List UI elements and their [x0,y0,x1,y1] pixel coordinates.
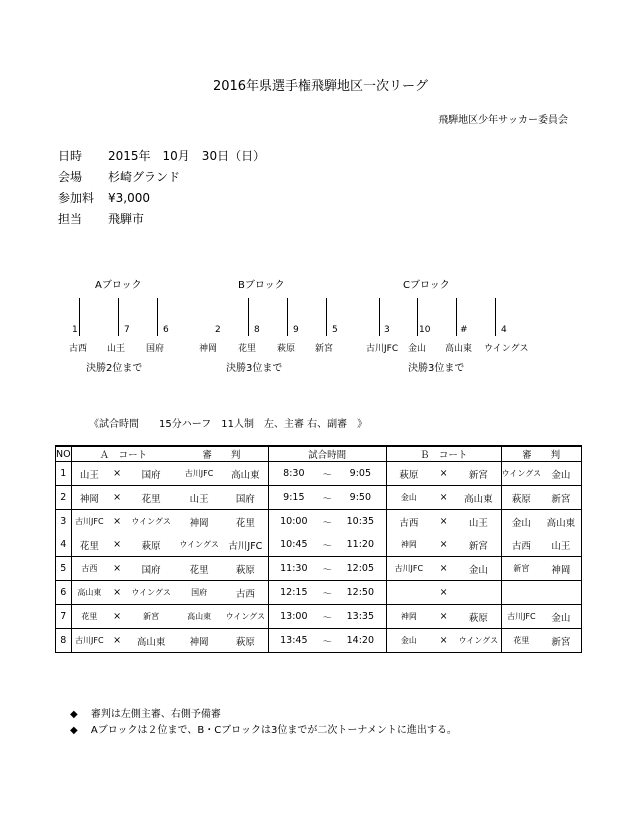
header-a-referee: 審 判 [175,446,268,462]
header-a-court: Ａ コート [71,446,175,462]
a-team-1: 神岡 [71,486,107,510]
b-referee-2: 高山東 [541,510,581,534]
vs-mark: × [431,486,456,510]
a-team-2: 萩原 [141,540,161,552]
block-note: 決勝3位まで [226,363,283,374]
vs-mark: × [107,462,127,486]
time-tilde: ～ [319,486,335,510]
b-team-2: 高山東 [456,486,501,510]
b-referee-1: 萩原 [501,486,541,510]
block-number: 8 [254,325,260,335]
time-start: 13:45 [268,629,319,653]
info-key: 参加料 [58,191,95,205]
b-team-1 [386,581,431,605]
a-referee-2: 萩原 [223,629,268,653]
info-host [58,210,144,227]
note-item [70,705,221,720]
block-line [417,298,418,336]
block-line [287,298,288,336]
table-row [56,533,582,557]
time-start: 12:15 [268,581,319,605]
info-fee [58,189,150,206]
info-date [58,147,265,164]
b-team-1: 古川JFC [386,557,431,581]
info-venue [58,168,180,185]
header-time: 試合時間 [268,446,386,462]
block-number: 3 [384,325,390,335]
b-team-1: 神岡 [400,540,417,549]
a-team-1: 古川JFC [71,629,107,653]
info-key: 会場 [58,170,83,184]
info-value: 2015年 10月 30日（日） [108,149,266,163]
block-number: 10 [419,325,431,335]
b-referee-1: 古西 [511,540,531,552]
b-team-2: 新宮 [456,533,501,557]
time-end: 10:35 [335,510,386,534]
table-row [56,462,582,486]
table-row [56,557,582,581]
block-number: # [460,325,468,335]
note-item [70,721,457,736]
b-referee-2: 山王 [541,533,581,557]
vs-mark: × [431,629,456,653]
time-end: 14:20 [335,629,386,653]
row-no: 3 [56,510,72,534]
time-start: 10:45 [280,539,308,550]
a-referee-2: 萩原 [223,557,268,581]
block-b-label: Bブロック [238,280,285,291]
vs-mark: × [107,557,127,581]
a-team-1: 古西 [71,557,107,581]
b-team-1: 神岡 [386,605,431,629]
a-team-1: 高山東 [71,581,107,605]
vs-mark: × [431,462,456,486]
a-referee-2: 国府 [223,486,268,510]
a-referee-2: 高山東 [223,462,268,486]
a-referee-1: 国府 [175,581,223,605]
header-b-referee: 審 判 [501,446,581,462]
time-tilde: ～ [319,605,335,629]
bullet-icon: ◆ [70,709,78,720]
a-team-2: 国府 [127,462,175,486]
b-referee-2 [541,581,581,605]
a-team-1: 古川JFC [71,510,107,534]
block-line [379,298,380,336]
a-referee-2: ウイングス [223,605,268,629]
time-tilde: ～ [319,581,335,605]
a-team-2: ウイングス [127,510,175,534]
table-row [56,486,582,510]
note-text: 審判は左側主審、右側予備審 [90,709,221,720]
block-note: 決勝2位まで [86,363,143,374]
b-referee-1: 古川JFC [501,605,541,629]
time-end: 13:35 [335,605,386,629]
row-no: 5 [56,557,72,581]
time-end: 9:50 [335,486,386,510]
b-referee-2: 新宮 [541,629,581,653]
row-no: 2 [56,486,72,510]
a-referee-1: 神岡 [175,629,223,653]
block-line [248,298,249,336]
a-team-2: 新宮 [127,605,175,629]
block-team: ウイングス [484,344,529,354]
block-number: 9 [293,325,299,335]
row-no: 4 [56,533,72,557]
vs-mark: × [431,557,456,581]
a-team-2: ウイングス [127,581,175,605]
info-key: 担当 [58,212,83,226]
block-number: 7 [124,325,130,335]
block-team: 古川JFC [366,344,399,354]
row-no: 1 [56,462,72,486]
a-referee-1: 高山東 [175,605,223,629]
b-referee-2: 金山 [541,605,581,629]
b-team-1: 萩原 [386,462,431,486]
block-line [79,298,80,336]
block-a-label: Aブロック [95,280,142,291]
header-no: NO [56,446,72,462]
info-value: 杉崎グランド [108,170,181,184]
vs-mark: × [431,605,456,629]
vs-mark: × [107,605,127,629]
block-line [495,298,496,336]
b-referee-1 [501,581,541,605]
block-number: 5 [332,325,338,335]
block-number: 1 [72,325,78,335]
note-text: Aブロックは２位まで、B・Cブロックは3位までが二次トーナメントに進出する。 [90,725,457,736]
b-referee-2: 新宮 [541,486,581,510]
vs-mark: × [431,510,456,534]
block-team: 花里 [238,344,257,354]
a-referee-2: 古西 [223,581,268,605]
b-team-1: 古西 [386,510,431,534]
row-no: 8 [56,629,72,653]
table-header-row [56,446,582,462]
b-team-2: 山王 [456,510,501,534]
a-referee-1: ウイングス [179,540,219,549]
b-referee-1: ウイングス [501,462,541,486]
row-no: 7 [56,605,72,629]
b-team-1: 金山 [386,629,431,653]
time-end: 11:20 [335,533,386,557]
a-team-1: 花里 [79,540,99,552]
schedule-table [55,445,582,653]
a-team-1: 山王 [71,462,107,486]
block-team: 神岡 [199,344,218,354]
a-referee-2: 古川JFC [223,533,268,557]
b-team-2: 萩原 [456,605,501,629]
b-team-2 [456,581,501,605]
a-team-2: 国府 [127,557,175,581]
block-team: 国府 [146,344,165,354]
block-line [456,298,457,336]
time-tilde: ～ [322,540,332,552]
time-tilde: ～ [319,557,335,581]
row-no: 6 [56,581,72,605]
a-team-1: 花里 [71,605,107,629]
block-team: 山王 [107,344,126,354]
vs-mark: × [107,581,127,605]
b-referee-1: 花里 [501,629,541,653]
block-team: 萩原 [277,344,296,354]
a-referee-2: 花里 [223,510,268,534]
b-team-2: 金山 [456,557,501,581]
a-referee-1: 山王 [175,486,223,510]
block-number: 2 [215,325,221,335]
b-referee-2: 金山 [541,462,581,486]
b-referee-1: 金山 [501,510,541,534]
vs-mark: × [439,539,448,550]
b-referee-1: 新宮 [501,557,541,581]
time-start: 10:00 [268,510,319,534]
block-number: 4 [501,325,507,335]
a-referee-1: 古川JFC [175,462,223,486]
info-value: ¥3,000 [108,191,150,205]
table-row [56,629,582,653]
vs-mark: × [107,486,127,510]
a-team-2: 高山東 [127,629,175,653]
time-end: 12:50 [335,581,386,605]
b-referee-2: 神岡 [541,557,581,581]
bullet-icon: ◆ [70,725,78,736]
b-team-2: 新宮 [456,462,501,486]
time-tilde: ～ [319,462,335,486]
block-c-label: Cブロック [403,280,450,291]
time-start: 8:30 [268,462,319,486]
time-start: 9:15 [268,486,319,510]
vs-mark: × [113,539,122,550]
block-team: 新宮 [315,344,334,354]
block-number: 6 [163,325,169,335]
block-line [326,298,327,336]
block-note: 決勝3位まで [408,363,465,374]
b-team-1: 金山 [386,486,431,510]
vs-mark: × [107,510,127,534]
table-row [56,581,582,605]
table-row [56,605,582,629]
vs-mark: × [431,581,456,605]
a-referee-1: 神岡 [175,510,223,534]
a-team-2: 花里 [127,486,175,510]
time-start: 11:30 [268,557,319,581]
table-row [56,510,582,534]
block-line [157,298,158,336]
header-b-court: Ｂ コート [386,446,501,462]
page-title: 2016年県選手権飛騨地区一次リーグ [212,79,429,94]
block-team: 古西 [69,344,88,354]
vs-mark: × [107,629,127,653]
rules-line: 《試合時間 15分ハーフ 11人制 左、主審 右、副審 》 [89,419,368,430]
a-referee-1: 花里 [175,557,223,581]
info-value: 飛騨市 [108,212,145,226]
time-end: 9:05 [335,462,386,486]
time-tilde: ～ [319,629,335,653]
info-key: 日時 [58,149,83,163]
time-start: 13:00 [268,605,319,629]
b-team-2: ウイングス [456,629,501,653]
organizer: 飛騨地区少年サッカー委員会 [438,115,568,126]
block-line [118,298,119,336]
time-tilde: ～ [319,510,335,534]
block-team: 高山東 [445,344,473,354]
block-team: 金山 [408,344,427,354]
time-end: 12:05 [335,557,386,581]
